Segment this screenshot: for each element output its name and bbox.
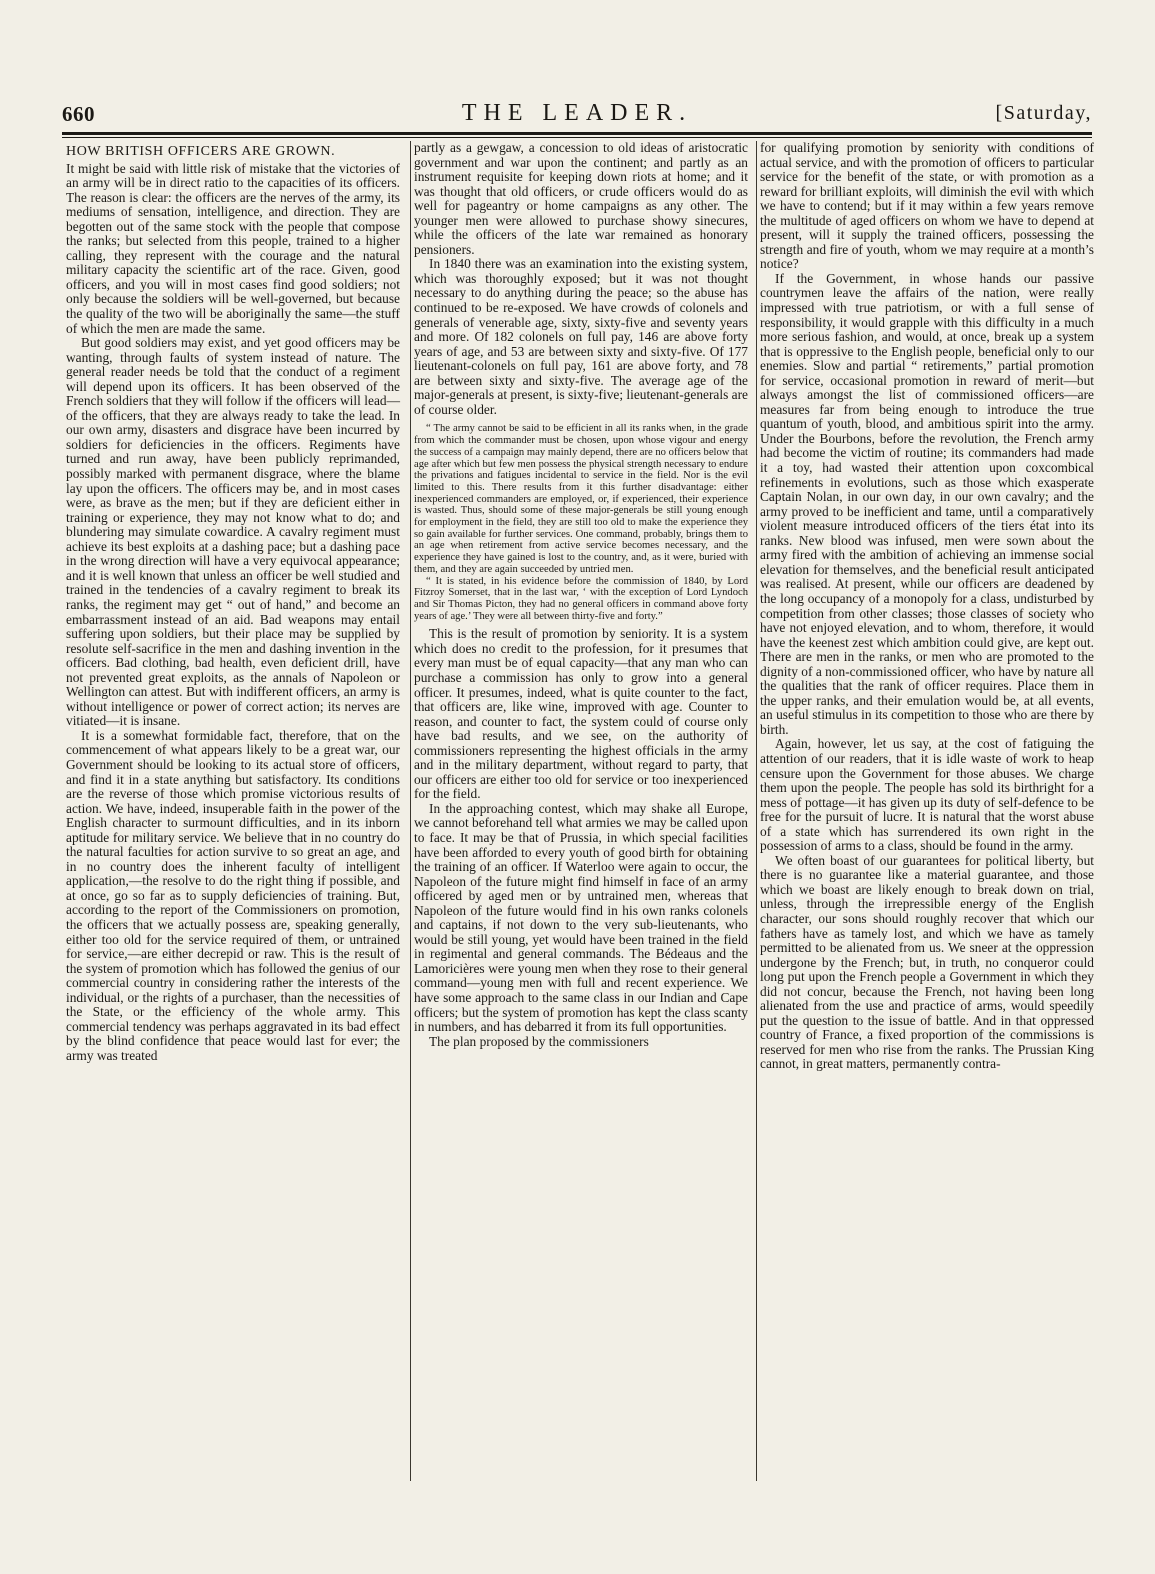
quote-paragraph: “ The army cannot be said to be efficient in all its ranks when, in the grade from which the commander must be chosen, upon whose vigour and energy the success of a campaign may mainly depend, there are no officers below that age after which but few men possess the physical strength necessary to endure the privations and fatigues incidental to service in the field. Nor is the evil limited to this. There results from it this further disadvantage: either inexperienced commanders are employed, or, if experienced, their experience is wasted. Thus, should some of these major-generals be still young enough for employment in the field, they are still too old to make the experience they so gain available for further services. One command, probably, brings them to an age when retirement from active service becomes necessary, and the experience they have gained is lost to the country, and, as it were, buried with them, and they are again succeeded by untried men. [414,423,748,575]
page-number: 660 [62,102,95,126]
column-1 [66,141,400,1063]
paragraph: for qualifying promotion by seniority with conditions of actual service, and with the promotion of officers to particular service for the benefit of the state, or with promotion as a reward for brilliant exploits, will diminish the evil with which we have to contend; but if it may within a few years remove the multitude of aged officers on whom we have to depend at present, will it supply the trained officers, possessing the strength and fire of youth, whom we may require at a month’s notice? [760,140,1094,272]
masthead [62,98,1092,132]
paragraph: We often boast of our guarantees for political liberty, but there is no guarantee like a material guarantee, and those which we boast are likely enough to break down on trial, unless, through the irrepressible energy of the English character, our sons should roughly recover that which our fathers have as tamely lost, and which we have as tamely permitted to be alienated from us. We sneer at the oppression undergone by the French; but, in truth, no conqueror could long put upon the French people a Government in which they did not concur, because the French, not having been long alienated from the use and practice of arms, would speedily put the question to the issue of battle. And in that oppressed country of France, a fixed proportion of the commissions is reserved for men who rise from the ranks. The Prussian King cannot, in great matters, permanently contra- [760,852,1094,1072]
column-3 [760,141,1094,1072]
issue-day: [Saturday, [995,102,1092,124]
paragraph: It might be said with little risk of mistake that the victories of an army will be in direct ratio to the capacities of its officers. The reason is clear: the officers are the nerves of the army, its mediums of sensation, intelligence, and direction. They are begotten out of the same stock with the people that compose the ranks; but selected from this people, trained to a higher calling, they represent with the courage and the natural military capacity the scientific art of the race. Given, good officers, and you will in most cases find good soldiers; not only because the soldiers will be well-governed, but because the quality of the two will be aboriginally the same—the stuff of which the men are made the same. [66,160,400,336]
quote-paragraph: “ It is stated, in his evidence before the commission of 1840, by Lord Fitzroy Somerset, that in the last war, ‘ with the exception of Lord Lyndoch and Sir Thomas Picton, they had no general officers in command above forty years of age.’ They were all between thirty-five and forty.” [414,575,748,622]
paragraph: partly as a gewgaw, a concession to old ideas of aristocratic government and war upon the continent; and partly as an instrument requisite for keeping down riots at home; and it was thought that old officers, or crude officers would do as well for pageantry or home campaigns as any other. The younger men were allowed to purchase showy sinecures, while the officers of the late war remained as honorary pensioners. [414,140,748,257]
paragraph: If the Government, in whose hands our passive countrymen leave the affairs of the nation, were really impressed with true patriotism, or with a full sense of responsibility, it would grapple with this difficulty in a much more serious fashion, and would, at once, break up a system that is oppressive to the English people, beneficial only to our enemies. Slow and partial “ retirements,” partial promotion for service, occasional promotion in reward of merit—but always amongst the list of commissioned officers—are measures far from being enough to introduce the true quantum of youth, blood, and ambitious spirit into the army. Under the Bourbons, before the revolution, the French army had become the victim of routine; its commanders had made it a toy, had wasted their attention upon coxcombical refinements in evolutions, such as those which exasperate Captain Nolan, in our own day, in our own cavalry; and the army proved to be inefficient and tame, until a comparatively violent measure introduced officers of the tiers état into its ranks. New blood was infused, men were sown about the army fired with the ambition of achieving an immense social elevation for themselves, and the beneficial result anticipated was realised. At present, while our officers are deadened by the long occupancy of a monopoly for a class, undisturbed by competition from other classes; those classes of society who have not enjoyed elevation, and to whom, therefore, it would have the keenest zest which ambition could give, are kept out. There are men in the ranks, or men who are promoted to the dignity of a non-commissioned officer, who have by nature all the qualities that the rank of officer requires. Place them in the upper ranks, and their emulation would be, at all events, an useful stimulus in its competition to those who are there by birth. [760,270,1094,737]
header-rule-thin [62,137,1092,138]
column-divider [756,141,757,1481]
paragraph: But good soldiers may exist, and yet good officers may be wanting, through faults of system instead of nature. The general reader needs be told that the conduct of a regiment will depend upon its officers. It has been observed of the French soldiers that they will follow if the officers will lead—of the officers, that they are always ready to take the lead. In our own army, disasters and disgrace have been incurred by soldiers for deficiencies in the officers. Regiments have turned and run away, have been publicly reprimanded, possibly marked with permanent disgrace, where the blame lay upon the officers. The officers may be, and in most cases were, as brave as the men; but if they are deficient either in training or experience, they may not know what to do; and blundering may simulate cowardice. A cavalry regiment must achieve its best exploits at a dashing pace; but a dashing pace in the wrong direction will have a very equivocal appearance; and it is well known that unless an officer be well studied and trained in the tendencies of a cavalry regiment to break its ranks, the regiment may get “ out of hand,” and become an embarrassment instead of an aid. Bad weapons may entail suffering upon soldiers, but their place may be supplied by resolute self-sacrifice in the men and dashing invention in the officers. Bad clothing, bad health, even deficient drill, have not prevented great exploits, as the annals of Napoleon or Wellington can attest. But with indifferent officers, an army is without intelligence or power of correct action; its nerves are vitiated—it is insane. [66,335,400,729]
paragraph: It is a somewhat formidable fact, therefore, that on the commencement of what appears likely to be a great war, our Government should be looking to its actual store of officers, and find it in a state anything but satisfactory. Its conditions are the reverse of those which promise victorious results of action. We have, indeed, insuperable faith in the power of the English character to surmount difficulties, and in its inborn aptitude for military service. We believe that in no country do the natural faculties for action survive to so great an age, and in no country does the inherent faculty of intelligent application,—the resolve to do the right thing if possible, and at once, go so far as to supply deficiencies of training. But, according to the report of the Commissioners on promotion, the officers that we actually possess are, speaking generally, either too old for the service required of them, or untrained for service,—are either decrepid or raw. This is the result of the system of promotion which has followed the genius of our commercial country in considering rather the interests of the individual, or the rights of a purchaser, than the necessities of the State, or the efficiency of the whole army. This commercial tendency was perhaps aggravated in its bad effect by the blind confidence that peace would last for ever; the army was treated [66,727,400,1063]
newspaper-title: THE LEADER. [461,100,693,126]
block-quote [414,423,748,622]
paragraph: In 1840 there was an examination into the existing system, which was thoroughly exposed; but it was not thought necessary to do anything during the peace; so the abuse has continued to be re-exposed. We have crowds of colonels and generals of venerable age, sixty, sixty-five and seventy years and more. Of 182 colonels on full pay, 146 are above forty years of age, and 53 are between sixty and sixty-five. Of 177 lieutenant-colonels on full pay, 161 are above forty, and 78 are between sixty and sixty-five. The average age of the major-generals at present, is sixty-five; lieutenant-generals are of course older. [414,256,748,417]
paragraph: This is the result of promotion by seniority. It is a system which does no credit to the profession, for it presumes that every man must be of equal capacity—that any man who can purchase a commission has only to grow into a general officer. It presumes, indeed, what is quite counter to the fact, that officers are, like wine, improved with age. Counter to reason, and counter to fact, the system could of course only have bad results, and we see, on the authority of commissioners representing the highest officials in the army and in the military department, without regard to party, that our officers are either too old for service or too inexperienced for the field. [414,626,748,802]
column-2 [414,141,748,1049]
header-rule [62,132,1092,135]
column-divider [410,141,411,1481]
paragraph: The plan proposed by the commissioners [429,1033,649,1049]
article-headline: HOW BRITISH OFFICERS ARE GROWN. [66,144,336,159]
paragraph: In the approaching contest, which may shake all Europe, we cannot beforehand tell what armies we may be called upon to face. It may be that of Prussia, in which special facilities have been afforded to every youth of good birth for obtaining the training of an officer. If Waterloo were again to occur, the Napoleon of the future might find himself in face of an army officered by aged men or by untrained men, whereas that Napoleon of the future would find in his own ranks colonels and captains, if not down to the very sub-lieutenants, who would be still young, yet would have been trained in the field in regimental and general commands. The Bédeaus and the Lamoricières were young men when they rose to their general command—young men with full and recent experience. We have some approach to the same class in our Indian and Cape officers; but the system of promotion has kept the class scanty in numbers, and has debarred it from its full opportunities. [414,800,748,1035]
paragraph: Again, however, let us say, at the cost of fatiguing the attention of our readers, that it is idle waste of work to heap censure upon the Government for those abuses. We charge them upon the people. The people has sold its birthright for a mess of pottage—it has given up its duty of self-defence to be free for the pursuit of lucre. It is natural that the worst abuse of a state which has surrendered its own right in the possession of arms to a class, should be found in the army. [760,736,1094,854]
